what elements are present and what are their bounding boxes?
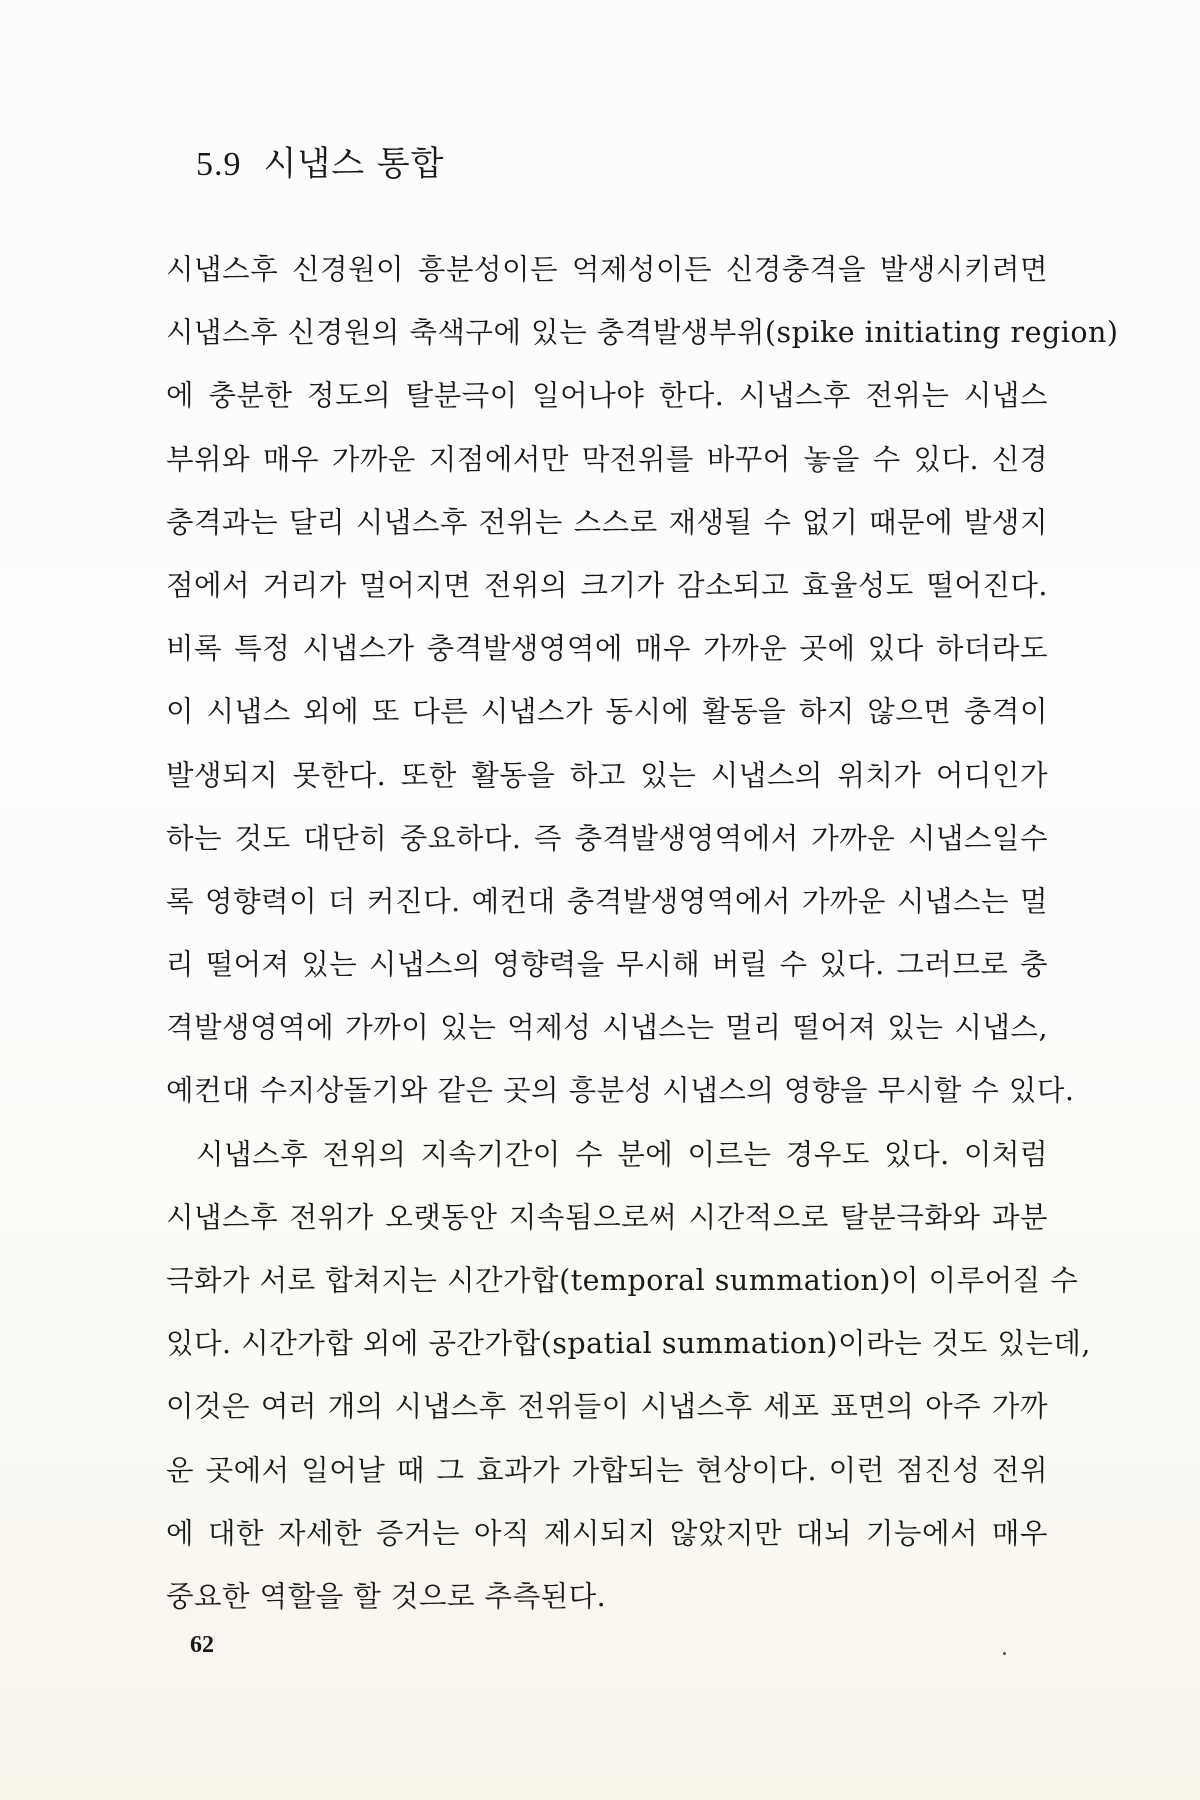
section-title-text: 시냅스 통합 (263, 144, 445, 184)
text-line: 점에서 거리가 멀어지면 전위의 크기가 감소되고 효율성도 떨어진다. (166, 568, 1048, 602)
text-line: 시냅스후 신경원이 흥분성이든 억제성이든 신경충격을 발생시키려면 (166, 253, 1048, 286)
text-line: 충격과는 달리 시냅스후 전위는 스스로 재생될 수 없기 때문에 발생지 (166, 505, 1048, 539)
paragraph-1 (166, 238, 1119, 1123)
text-line: 이 시냅스 외에 또 다른 시냅스가 동시에 활동을 하지 않으면 충격이 (166, 695, 1048, 729)
text-line: 시냅스후 전위의 지속기간이 수 분에 이르는 경우도 있다. 이처럼 (196, 1137, 1048, 1171)
page-number: 62 (190, 1632, 214, 1658)
text-line: 극화가 서로 합쳐지는 시간가합(temporal summation)이 이루어질 수 (166, 1264, 1079, 1297)
text-line: 시냅스후 전위가 오랫동안 지속됨으로써 시간적으로 탈분극화와 과분 (166, 1200, 1048, 1234)
text-line: 이것은 여러 개의 시냅스후 전위들이 시냅스후 세포 표면의 아주 가까 (166, 1390, 1048, 1424)
text-line: 하는 것도 대단히 중요하다. 즉 충격발생영역에서 가까운 시냅스일수 (166, 821, 1048, 855)
text-line: 중요한 역할을 할 것으로 추측된다. (166, 1579, 607, 1613)
body-text (166, 238, 1119, 1628)
text-line: 비록 특정 시냅스가 충격발생영역에 매우 가까운 곳에 있다 하더라도 (166, 632, 1048, 666)
text-line: 록 영향력이 더 커진다. 예컨대 충격발생영역에서 가까운 시냅스는 멀 (166, 884, 1048, 918)
text-line: 시냅스후 신경원의 축색구에 있는 충격발생부위(spike initiating region) (166, 316, 1119, 350)
text-line: 리 떨어져 있는 시냅스의 영향력을 무시해 버릴 수 있다. 그러므로 충 (166, 948, 1048, 982)
text-line: 에 충분한 정도의 탈분극이 일어나야 한다. 시냅스후 전위는 시냅스 (166, 379, 1048, 413)
scan-speck (1003, 1652, 1006, 1655)
text-line: 에 대한 자세한 증거는 아직 제시되지 않았지만 대뇌 기능에서 매우 (166, 1516, 1048, 1550)
text-line: 발생되지 못한다. 또한 활동을 하고 있는 시냅스의 위치가 어디인가 (166, 758, 1048, 792)
text-line: 예컨대 수지상돌기와 같은 곳의 흥분성 시냅스의 영향을 무시할 수 있다. (166, 1074, 1075, 1108)
text-line: 부위와 매우 가까운 지점에서만 막전위를 바꾸어 놓을 수 있다. 신경 (166, 442, 1048, 476)
paragraph-2 (166, 1123, 1091, 1629)
text-line: 격발생영역에 가까이 있는 억제성 시냅스는 멀리 떨어져 있는 시냅스, (166, 1011, 1048, 1045)
text-line: 운 곳에서 일어날 때 그 효과가 가합되는 현상이다. 이런 점진성 전위 (166, 1453, 1048, 1487)
section-number: 5.9 (196, 146, 242, 183)
section-heading (196, 136, 445, 185)
text-line: 있다. 시간가합 외에 공간가합(spatial summation)이라는 것도 있는데, (166, 1327, 1091, 1361)
